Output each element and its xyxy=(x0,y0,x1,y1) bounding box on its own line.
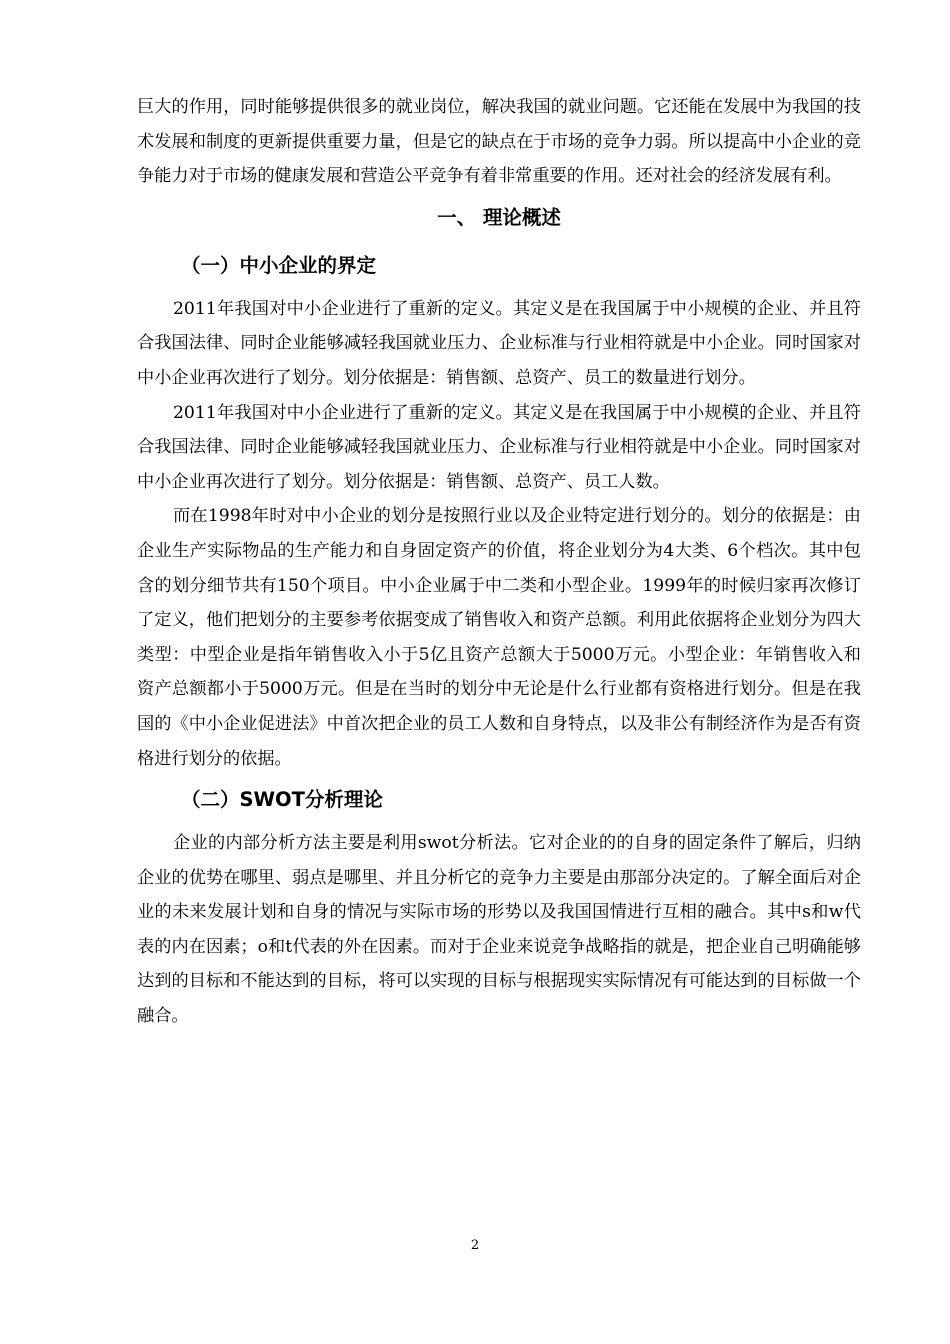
paragraph-history: 而在1998年时对中小企业的划分是按照行业以及企业特定进行划分的。划分的依据是：由企业生产实际物品的生产能力和自身固定资产的价值，将企业划分为4大类、6个档次。其中包含的划分细节共有150个项目。中小企业属于中二类和小型企业。1999年的时候归家再次修订了定义，他们把划分的主要参考依据变成了销售收入和资产总额。利用此依据将企业划分为四大类型：中型企业是指年销售收入小于5亿且资产总额大于5000万元。小型企业：年销售收入和资产总额都小于5000万元。但是在当时的划分中无论是什么行业都有资格进行划分。但是在我国的《中小企业促进法》中首次把企业的员工人数和自身特点，以及非公有制经济作为是否有资格进行划分的依据。 xyxy=(137,506,861,769)
subsection-heading-swot-theory: （二）SWOT分析理论 xyxy=(181,788,383,812)
paragraph-definition-1: 2011年我国对中小企业进行了重新的定义。其定义是在我国属于中小规模的企业、并且符合我国法律、同时企业能够减轻我国就业压力、企业标准与行业相符就是中小企业。同时国家对中小企业再次进行了划分。划分依据是：销售额、总资产、员工的数量进行划分。 xyxy=(137,298,861,388)
paragraph-swot: 企业的内部分析方法主要是利用swot分析法。它对企业的的自身的固定条件了解后，归纳企业的优势在哪里、弱点是哪里、并且分析它的竞争力主要是由那部分决定的。了解全面后对企业的未来发展计划和自身的情况与实际市场的形势以及我国国情进行互相的融合。其中s和w代表的内在因素；o和t代表的外在因素。而对于企业来说竞争战略指的就是，把企业自己明确能够达到的目标和不能达到的目标，将可以实现的目标与根据现实实际情况有可能达到的目标做一个融合。 xyxy=(137,833,861,1027)
paragraph-definition-2: 2011年我国对中小企业进行了重新的定义。其定义是在我国属于中小规模的企业、并且符合我国法律、同时企业能够减轻我国就业压力、企业标准与行业相符就是中小企业。同时国家对中小企业再次进行了划分。划分依据是：销售额、总资产、员工人数。 xyxy=(137,402,861,492)
page-number: 2 xyxy=(470,1238,480,1253)
document-page xyxy=(137,90,861,1034)
paragraph-intro-continuation: 巨大的作用，同时能够提供很多的就业岗位，解决我国的就业问题。它还能在发展中为我国的技术发展和制度的更新提供重要力量，但是它的缺点在于市场的竞争力弱。所以提高中小企业的竞争能力对于市场的健康发展和营造公平竞争有着非常重要的作用。还对社会的经济发展有利。 xyxy=(137,97,861,187)
section-heading-theory-overview: 一、 理论概述 xyxy=(437,205,561,229)
subsection-heading-sme-definition: （一）中小企业的界定 xyxy=(181,253,377,277)
